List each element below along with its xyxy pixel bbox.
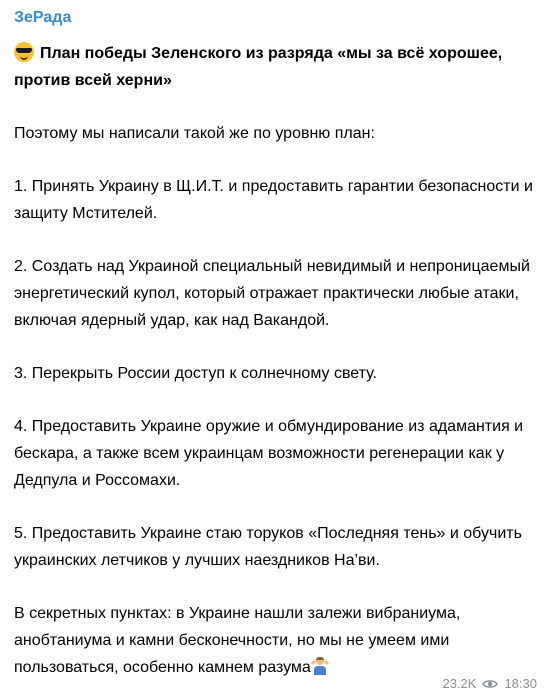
post-paragraph: 3. Перекрыть России доступ к солнечному свету. [14,365,377,382]
post-title [14,40,535,94]
person-shrugging-icon [311,657,329,675]
post-paragraph: Поэтому мы написали такой же по уровню план: [14,125,375,142]
post-paragraph-text: В секретных пунктах: в Украине нашли залежи вибраниума, анобтаниума и камни бесконечности, но мы не умеем ими пользоваться, особенно камнем разума [14,605,461,676]
view-count: 23.2K [442,676,477,691]
post-paragraph: 5. Предоставить Украине стаю торуков «Последняя тень» и обучить украинских летчиков у лучших наездников На’ви. [14,525,522,569]
post-paragraph: 1. Принять Украину в Щ.И.Т. и предоставить гарантии безопасности и защиту Мстителей. [14,178,533,222]
post-time: 18:30 [504,676,537,691]
post-paragraph: 2. Создать над Украиной специальный невидимый и непроницаемый энергетический купол, который отражает практически любые атаки, включая ядерный удар, как над Вакандой. [14,258,530,329]
post-paragraph-secret [14,600,535,681]
post-meta [438,676,537,692]
post-title-text: План победы Зеленского из разряда «мы за всё хорошее, против всей херни» [14,45,503,89]
post-paragraph: 4. Предоставить Украине оружие и обмундирование из адамантия и бескара, а также всем украинцам возможности регенерации как у Дедпула и Россомахи. [14,418,524,489]
eye-icon [482,679,498,689]
sunglasses-face-icon [14,42,34,62]
channel-name[interactable]: ЗеРада [14,9,72,26]
